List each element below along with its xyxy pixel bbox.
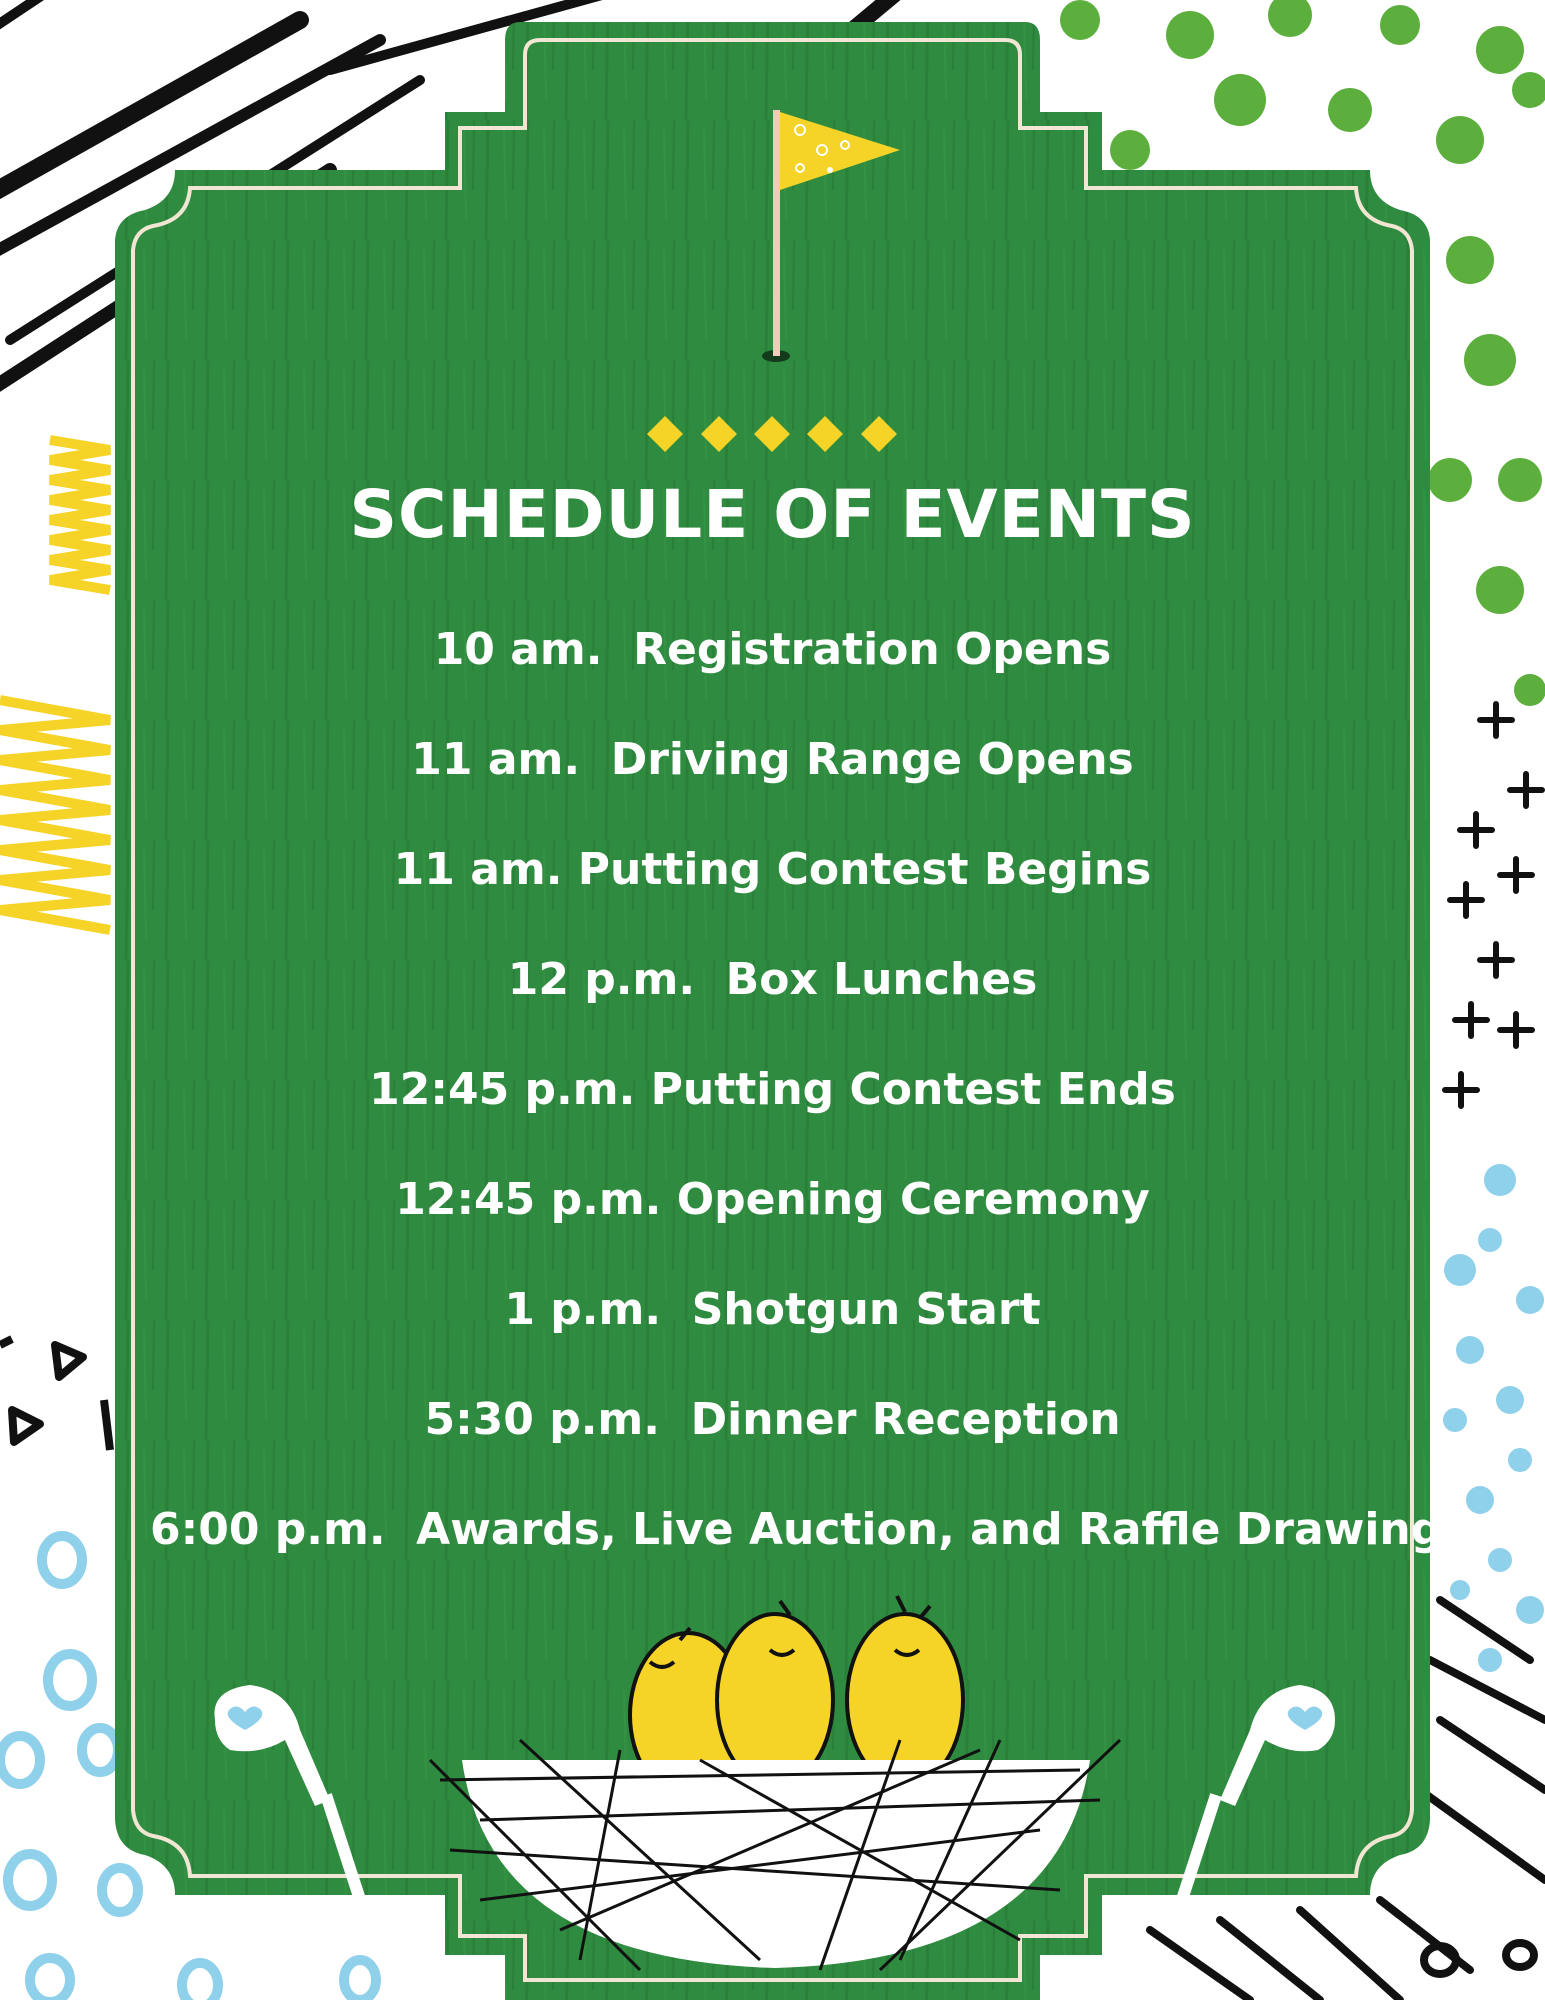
list-item	[150, 950, 1395, 1060]
list-item	[150, 730, 1395, 840]
event-text: 1 p.m. Shotgun Start	[504, 1284, 1041, 1335]
event-text: 11 am. Driving Range Opens	[411, 734, 1134, 785]
list-item	[150, 1500, 1443, 1610]
event-text: 10 am. Registration Opens	[433, 624, 1112, 675]
event-text: 5:30 p.m. Dinner Reception	[424, 1394, 1121, 1445]
event-text: 12:45 p.m. Opening Ceremony	[395, 1174, 1150, 1225]
list-item	[150, 1390, 1395, 1500]
event-text: 12 p.m. Box Lunches	[507, 954, 1038, 1005]
list-item	[150, 1280, 1395, 1390]
list-item	[150, 620, 1395, 730]
event-text: 11 am. Putting Contest Begins	[393, 844, 1152, 895]
list-item	[150, 1060, 1395, 1170]
event-schedule	[150, 620, 1443, 1610]
list-item	[150, 1170, 1395, 1280]
event-text: 12:45 p.m. Putting Contest Ends	[369, 1064, 1176, 1115]
page-title: SCHEDULE OF EVENTS	[349, 476, 1196, 553]
event-text: 6:00 p.m. Awards, Live Auction, and Raffle Drawing	[150, 1504, 1443, 1555]
list-item	[150, 840, 1395, 950]
